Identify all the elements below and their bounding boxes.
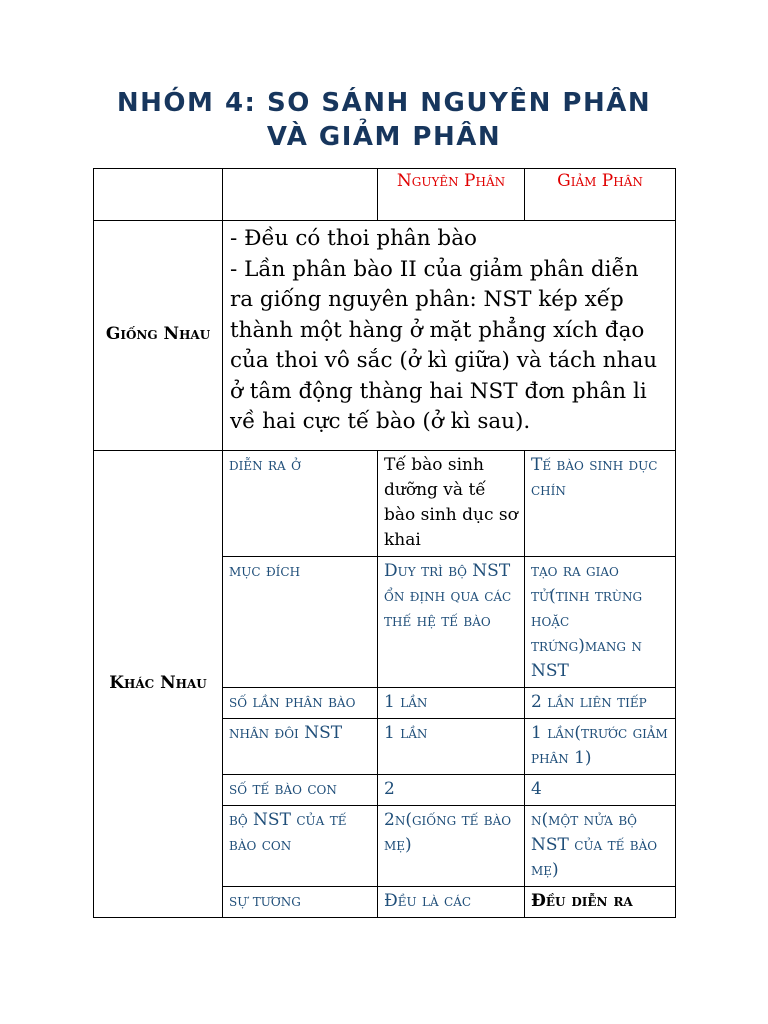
giam-phan-cell: Đều diễn ra [525,886,676,917]
giam-phan-cell: 4 [525,774,676,805]
page-title [0,86,768,154]
nguyen-phan-cell: 2n(giống tế bào mẹ) [378,805,525,886]
giong-nhau-content [223,221,676,451]
giam-phan-cell: tạo ra giao tử(tinh trùng hoặc trứng)mang n NST [525,556,676,687]
nguyen-phan-cell: Tế bào sinh dưỡng và tế bào sinh dục sơ khai [378,450,525,556]
header-giam-phan: Giảm Phân [525,169,676,221]
giam-phan-cell: 1 lần(trước giảm phân 1) [525,718,676,774]
giong-nhau-line-2: - Lần phân bào II của giảm phân diễn ra giống nguyên phân: NST kép xếp thành một hàng ở mặt phẳng xích đạo của thoi vô sắc (ở kì giữa) và tách nhau ở tâm động thàng hai NST đơn phân li về hai cực tế bào (ở kì sau). [230,256,658,434]
criteria-cell: diễn ra ở [223,450,378,556]
giong-nhau-row [94,221,676,451]
criteria-cell: mục đích [223,556,378,687]
criteria-cell: số lần phân bào [223,687,378,718]
khac-nhau-label: Khác Nhau [94,450,223,917]
criteria-cell: số tế bào con [223,774,378,805]
nguyen-phan-cell: Duy trì bộ NST ổn định qua các thế hệ tế bào [378,556,525,687]
criteria-cell: bộ NST của tế bào con [223,805,378,886]
giam-phan-cell: Tế bào sinh dục chín [525,450,676,556]
nguyen-phan-cell: 2 [378,774,525,805]
giong-nhau-label: Giống Nhau [94,221,223,451]
criteria-cell: sự tương [223,886,378,917]
table-row [94,450,676,556]
giam-phan-cell: n(một nửa bộ NST của tế bào mẹ) [525,805,676,886]
nguyen-phan-cell: 1 lần [378,687,525,718]
title-line-1: NHÓM 4: SO SÁNH NGUYÊN PHÂN [116,88,652,118]
header-cell-criteria [223,169,378,221]
header-nguyen-phan: Nguyên Phân [378,169,525,221]
header-cell-label [94,169,223,221]
comparison-table [93,168,676,918]
giong-nhau-line-1: - Đều có thoi phân bào [230,226,477,251]
nguyen-phan-cell: Đều là các [378,886,525,917]
header-row [94,169,676,221]
giam-phan-cell: 2 lần liên tiếp [525,687,676,718]
nguyen-phan-cell: 1 lần [378,718,525,774]
title-line-2: VÀ GIẢM PHÂN [266,122,502,152]
criteria-cell: nhân đôi NST [223,718,378,774]
